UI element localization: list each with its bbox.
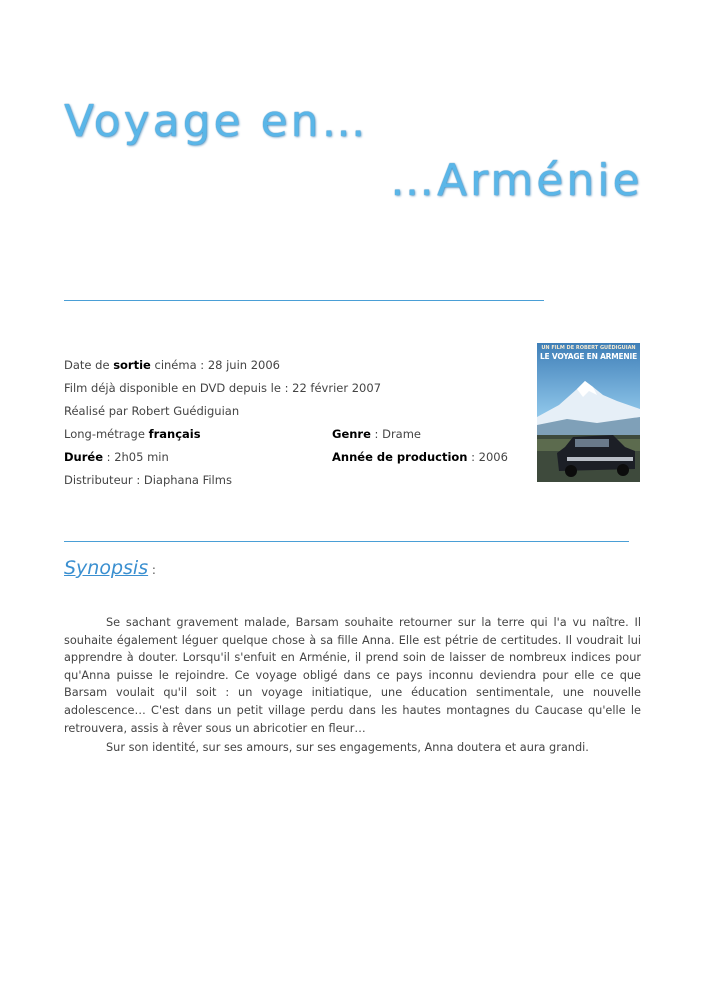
- poster-credit: UN FILM DE ROBERT GUÉDIGUIAN: [541, 345, 636, 351]
- director: Réalisé par Robert Guédiguian: [64, 404, 240, 418]
- title-line-2: …Arménie: [390, 155, 643, 206]
- dvd-release: Film déjà disponible en DVD depuis le : 22 février 2007: [64, 381, 382, 395]
- synopsis-heading: Synopsis :: [64, 557, 156, 579]
- production-year: Année de production : 2006: [332, 450, 508, 464]
- poster-title: LE VOYAGE EN ARMENIE: [539, 352, 638, 361]
- release-date: Date de sortie cinéma : 28 juin 2006: [64, 358, 280, 372]
- movie-poster: [537, 343, 640, 482]
- synopsis-paragraph-1: Se sachant gravement malade, Barsam souhaite retourner sur la terre qui l'a vu naître. Il souhaite également léguer quelque chose à sa fille Anna. Elle est pétrie de certitudes. Il voudrait lui apprendre à douter. Lorsqu'il s'enfuit en Arménie, il prend soin de laisser de nombreux indices pour qu'Anna puisse le rejoindre. Ce voyage obligé dans ce pays inconnu deviendra pour elle ce que Barsam voulait qu'il soit : un voyage initiatique, une éducation sentimentale, une nouvelle adolescence… C'est dans un petit village perdu dans les hautes montagnes du Caucase qu'elle le retrouvera, assis à rêver sous un abricotier en fleur…: [64, 616, 641, 735]
- title-line-1: Voyage en…: [64, 96, 369, 147]
- distributor: Distributeur : Diaphana Films: [64, 473, 232, 487]
- divider-top: [64, 300, 544, 301]
- genre: Genre : Drame: [332, 427, 421, 441]
- divider-bottom: [64, 541, 629, 542]
- poster-image: [537, 343, 640, 482]
- synopsis-paragraph-2: Sur son identité, sur ses amours, sur ses engagements, Anna doutera et aura grandi.: [106, 741, 589, 754]
- duration: Durée : 2h05 min: [64, 450, 169, 464]
- film-format: Long-métrage français: [64, 427, 201, 441]
